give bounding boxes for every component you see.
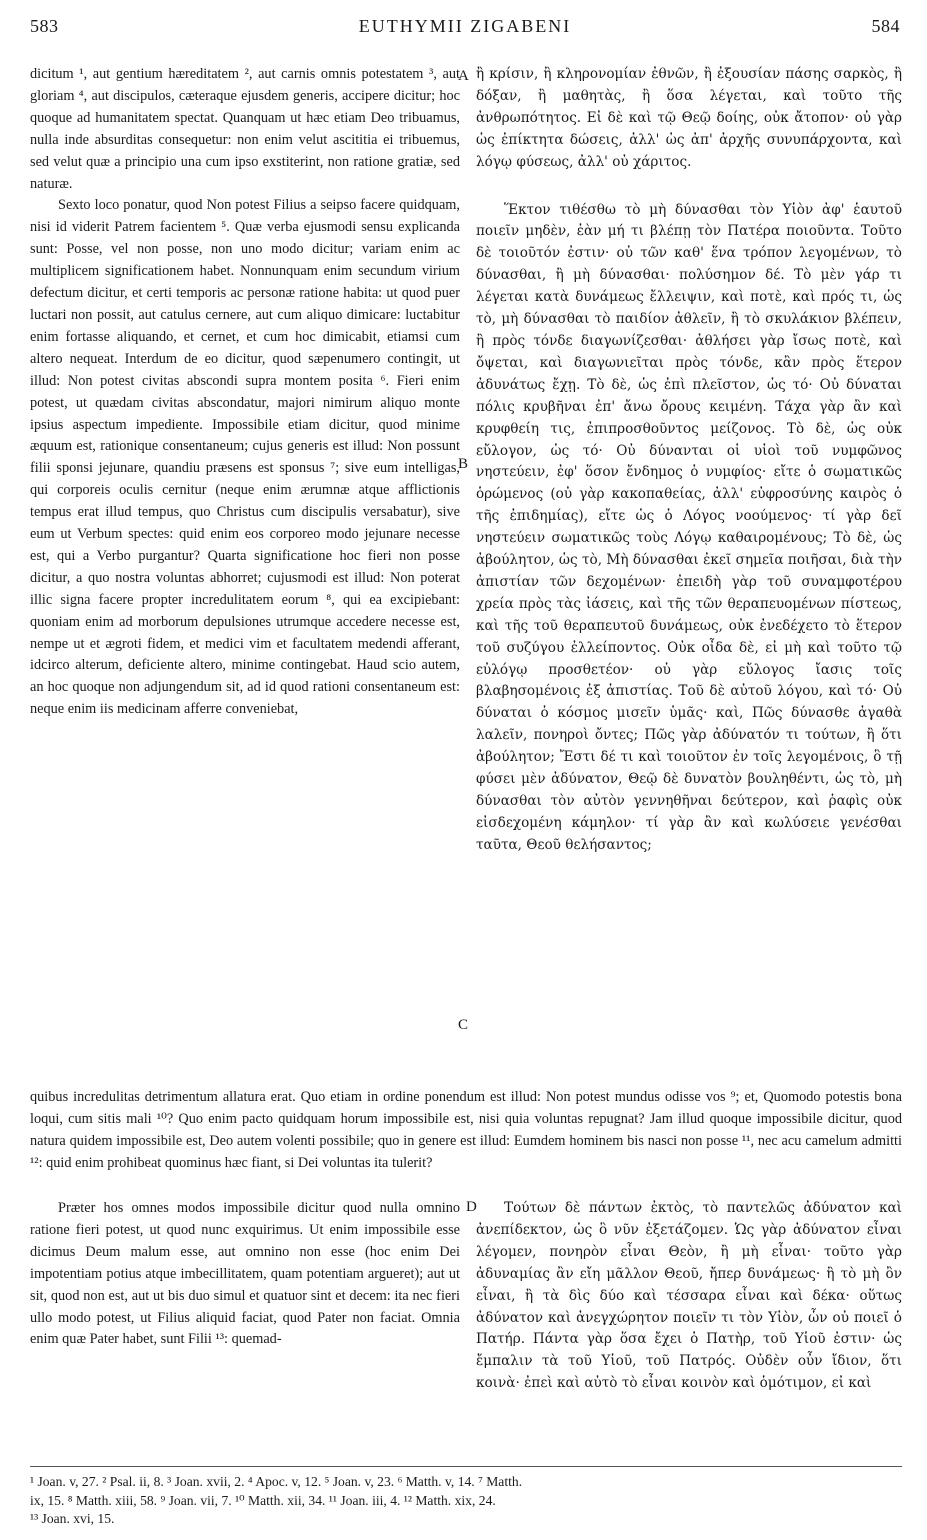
latin-paragraph-2: Sexto loco ponatur, quod Non potest Filius a seipso facere quidquam, nisi id viderit Patrem facientem ⁵. Quæ verba ejusmodi sensu explicanda sunt: Posse, vel non posse, non uno modo dicitur; variam enim ac multiplicem significationem habet. Nonnunquam enim secundum virium defectum dicitur, et certi temporis ac personæ ratione habita: ut quod puer luctari non possit, aut catulus cernere, aut cum aliquo dimicare: luctabitur enim fortasse aliquando, et cernet, et cum hoc dimicabit, etiamsi cum altero nequeat. Interdum de eo dicitur, quod sæpenumero contingit, ut illud: Non potest civitas abscondi supra montem posita ⁶. Fieri enim potest, ut quædam civitas abscondatur, majori nimirum aliquo monte ipsius aspectum impediente. Impossibile etiam dicitur, quod minime æquum est, rationique consentaneum; cujus generis est illud: Non possunt filii sponsi jejunare, quandiu præsens est sponsus ⁷; sive eum intelligas, qui corporeis oculis cernitur (neque enim ærumnæ atque afflictionis tempus erat illud tempus, quo Christus cum discipulis versabatur), sive eum ut Verbum spectes: quid enim eos corporeo modo jejunare necesse est, qui a Verbo purgantur? Quarta significatione hoc fieri non posse dicitur, a quo nostra voluntas abhorret; cujusmodi est illud: Non poterat illic signa facere propter incredulitatem eorum ⁸, qui ea excipiebant: quoniam enim ad morborum depulsiones utrumque accedere necesse est, nempe ut et ægroti fidem, et medici vim et facultatem medendi afferant, idcirco alterum, deficiente altero, minime contingebat. Haud scio autem, an hoc quoque non adjungendum sit, ad id quod rationi consentaneum est: neque enim iis medicinam afferre conveniebat, xyxy=(30,197,460,718)
page-number-right: 584 xyxy=(871,16,900,36)
greek-column-lower xyxy=(476,1198,902,1395)
page-header xyxy=(30,12,900,46)
greek-paragraph-3: Τούτων δὲ πάντων ἐκτὸς, τὸ παντελῶς ἀδύνατον καὶ ἀνεπίδεκτον, ὡς ὃ νῦν ἐξετάζομεν. Ὡς γὰρ ἀδύνατον εἶναι λέγομεν, πονηρὸν εἶναι Θεὸν, ἢ μὴ εἶναι· τοῦτο γὰρ ἀδυναμίας ἂν εἴη μᾶλλον Θεοῦ, ἤπερ δυνάμεως· ἢ τὸ μὴ ὂν εἶναι, ἢ τὰ δὶς δύο καὶ τέσσαρα εἶναι καὶ δέκα· οὕτως ἀδύνατον καὶ ἀνεγχώρητον ποιεῖν τι τὸν Υἱὸν, ὧν οὐ ποιεῖ ὁ Πατήρ. Πάντα γὰρ ὅσα ἔχει ὁ Πατὴρ, τοῦ Υἱοῦ ἐστιν· ὡς ἔμπαλιν τὰ τοῦ Υἱοῦ, τοῦ Πατρός. Οὐδὲν οὖν ἴδιον, ὅτι κοινὰ· ἐπεὶ καὶ αὐτὸ τὸ εἶναι κοινὸν καὶ ὁμότιμον, εἰ καὶ xyxy=(476,1200,902,1392)
latin-paragraph-1: dicitum ¹, aut gentium hæreditatem ², aut carnis omnis potestatem ³, aut gloriam ⁴, aut discipulos, cæteraque ejusdem generis, accipere dicitur; hoc quoque ad humanitatem spectat. Quanquam ut hæc etiam Deo tribuamus, nulla inde absurditas consequetur: non enim velut ascititia ei tribuemus, sed velut quæ a principio una cum ipso exstiterint, non ratione gratiæ, sed naturæ. xyxy=(30,66,460,192)
greek-paragraph-1: ἢ κρίσιν, ἢ κληρονομίαν ἐθνῶν, ἢ ἐξουσίαν πάσης σαρκὸς, ἢ δόξαν, ἢ μαθητὰς, ἢ ὅσα λέγεται, καὶ τοῦτο τῆς ἀνθρωπότητος. Εἰ δὲ καὶ τῷ Θεῷ δοίης, οὐκ ἄτοπον· οὐ γὰρ ὡς ἐπίκτητα δώσεις, ἀλλ' ὡς ἀπ' ἀρχῆς συνυπάρχοντα, καὶ λόγῳ φύσεως, ἀλλ' οὐ χάριτος. xyxy=(476,66,902,170)
footnote-line: ¹³ Joan. xvi, 15. xyxy=(30,1511,115,1526)
latin-full-paragraph: quibus incredulitas detrimentum allatura erat. Quo etiam in ordine ponendum est illud: Non potest mundus odisse vos ⁹; et, Quomodo potestis bona loqui, cum sitis mali ¹⁰? Quo enim pacto quidquam horum impossibile est, nisi quia voluntas repugnat? Jam illud quoque impossibile dicitur, quod natura quidem impossibile est, Deo autem volenti possibile; quo in genere est illud: Eumdem hominem bis nasci non posse ¹¹, nec acu camelum admitti ¹²: quid enim prohibeat quominus hæc fiant, si Dei voluntas ita tulerit? xyxy=(30,1089,902,1171)
latin-column-lower xyxy=(30,1198,460,1351)
running-title: EUTHYMII ZIGABENI xyxy=(358,16,572,36)
greek-column-upper xyxy=(476,64,902,857)
margin-mark-c: C xyxy=(458,1017,469,1033)
latin-paragraph-3: Præter hos omnes modos impossibile dicitur quod nulla omnino ratione fieri potest, ut quod nunc exquirimus. Ut enim impossibile esse dicimus Deum malum esse, aut omnino non esse (hoc enim Dei impotentiam potius atque imbecillitatem, quam potentiam argueret); aut ut sit, quod non est, aut ut bis duo simul et quatuor sint et decem: ita nec fieri ullo modo potest, ut Filius aliquid faciat, quod Pater non faciat. Omnia enim quæ Pater habet, sunt Filii ¹³: quemad- xyxy=(30,1200,460,1348)
margin-mark-a: A xyxy=(458,68,469,84)
footnote-line: ¹ Joan. v, 27. ² Psal. ii, 8. ³ Joan. xvii, 2. ⁴ Apoc. v, 12. ⁵ Joan. v, 23. ⁶ Matth. v, 14. ⁷ Matth. xyxy=(30,1474,523,1489)
latin-full-width xyxy=(30,1087,902,1175)
latin-column-upper xyxy=(30,64,460,721)
footnotes xyxy=(30,1466,902,1529)
margin-mark-d: D xyxy=(466,1199,477,1215)
margin-mark-b: B xyxy=(458,456,469,472)
greek-paragraph-2: Ἕκτον τιθέσθω τὸ μὴ δύνασθαι τὸν Υἱὸν ἀφ' ἑαυτοῦ ποιεῖν μηδὲν, ἐὰν μή τι βλέπῃ τὸν Πατέρα ποιοῦντα. Τοῦτο δὲ τοιοῦτόν ἐστιν· οὐ τῶν καθ' ἕνα τρόπον λεγομένων, τὸ δύνασθαι, ἢ μὴ δύνασθαι· πολύσημον δέ. Τὸ μὲν γάρ τι λέγεται κατὰ δυνάμεως ἔλλειψιν, καὶ ποτὲ, καὶ πρός τι, ὡς τὸ, μὴ δύνασθαι τὸ παιδίον ἀθλεῖν, ἢ τὸ σκυλάκιον βλέπειν, ἢ πρὸς τόνδε διαγωνίζεσθαι· ἀθλήσει γὰρ ἴσως ποτὲ, καὶ ὄψεται, καὶ διαγωνιεῖται πρὸς τόνδε, κἂν πρὸς ἕτερον ἀδυνάτως ἔχῃ. Τὸ δὲ, ὡς ἐπὶ πλεῖστον, ὡς τό· Οὐ δύναται πόλις κρυβῆναι ἐπ' ἄνω ὄρους κειμένη. Τάχα γὰρ ἂν καὶ κρυφθείη τις, ἐπιπροσθοῦντος μείζονος. Τὸ δὲ, ὡς οὐκ εὔλογον, ὡς τό· Οὐ δύνανται οἱ υἱοὶ τοῦ νυμφῶνος νηστεύειν, ἐφ' ὅσον ἔνδημος ὁ νυμφίος· εἴτε ὁ σωματικῶς ὁρώμενος (οὐ γὰρ κακοπαθείας, ἀλλ' εὐφροσύνης καιρὸς ὁ τῆς ἐπιδημίας), εἴτε ὡς ὁ Λόγος νοούμενος· τί γὰρ δεῖ νηστεύειν σωματικῶς τοὺς Λόγῳ καθαιρομένους; Τὸ δὲ, ὡς ἀβούλητον, ὡς τὸ, Μὴ δύνασθαι ἐκεῖ σημεῖα ποιῆσαι, διὰ τὴν ἀπιστίαν τῶν δεχομένων· ἐπειδὴ γὰρ τοῦ συναμφοτέρου χρεία πρὸς τὰς ἰάσεις, καὶ τῆς τῶν θεραπευομένων πίστεως, καὶ τῆς τοῦ θεραπευτοῦ δυνάμεως, οὐκ ἐνεδέχετο τὸ ἕτερον τοῦ συζύγου ἐλλείποντος. Οὐκ οἶδα δὲ, εἰ μὴ καὶ τοῦτο τῷ εὐλόγῳ προσθετέον· οὐ γὰρ εὔλογος ἴασις τοῖς βλαβησομένοις ἐξ ἀπιστίας. Τοῦ δὲ αὐτοῦ λόγου, καὶ τό· Οὐ δύναται ὁ κόσμος μισεῖν ὑμᾶς· καὶ, Πῶς δύνασθε ἀγαθὰ λαλεῖν, πονηροὶ ὄντες; Πῶς γὰρ ἀδύνατόν τι τούτων, ἢ ὅτι ἀβούλητον; Ἔστι δέ τι καὶ τοιοῦτον ἐν τοῖς λεγομένοις, ὃ τῇ φύσει μὲν ἀδύνατον, Θεῷ δὲ δυνατὸν βουληθέντι, ὡς τὸ, μὴ δύνασθαι τὸν αὐτὸν γεννηθῆναι δεύτερον, καὶ ῥαφὶς οὐκ εἰσδεχομένη κάμηλον· τί γὰρ ἂν καὶ κωλύσειε γενέσθαι ταῦτα, Θεοῦ θελήσαντος; xyxy=(476,201,902,853)
footnote-line: ix, 15. ⁸ Matth. xiii, 58. ⁹ Joan. vii, 7. ¹⁰ Matth. xii, 34. ¹¹ Joan. iii, 4. ¹² Matth. xix, 24. xyxy=(30,1492,496,1508)
page-number-left: 583 xyxy=(30,16,59,36)
